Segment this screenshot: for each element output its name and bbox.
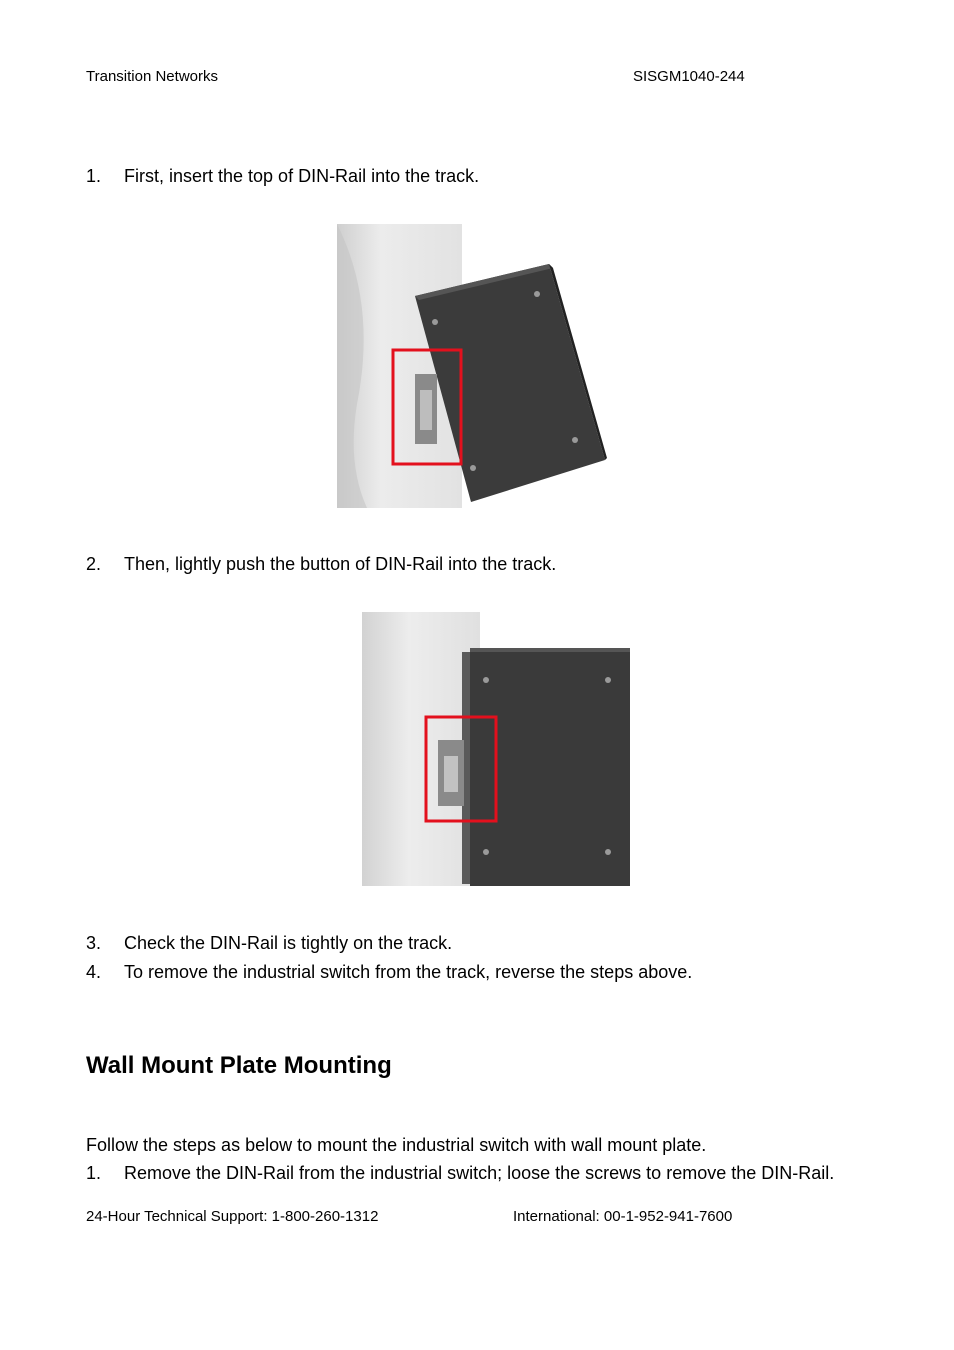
step-text: To remove the industrial switch from the track, reverse the steps above.: [124, 962, 693, 982]
step-4: [86, 962, 692, 983]
step-text: First, insert the top of DIN-Rail into the track.: [124, 166, 480, 186]
header-model: SISGM1040-244: [633, 68, 745, 85]
wall-step-1: [86, 1163, 834, 1184]
step-number: 4.: [86, 962, 102, 982]
section-title: Wall Mount Plate Mounting: [86, 1052, 392, 1079]
section-intro: Follow the steps as below to mount the industrial switch with wall mount plate.: [86, 1135, 707, 1155]
step-text: Check the DIN-Rail is tightly on the track.: [124, 933, 453, 953]
step-1: [86, 166, 479, 187]
step-number: 1.: [86, 166, 102, 186]
step-2: [86, 554, 556, 575]
din-rail-push-photo: [362, 612, 632, 886]
step-number: 1.: [86, 1163, 102, 1183]
step-3: [86, 933, 452, 954]
header-company: Transition Networks: [86, 68, 218, 85]
step-number: 2.: [86, 554, 102, 574]
footer-support: 24-Hour Technical Support: 1-800-260-1312: [86, 1208, 379, 1225]
step-number: 3.: [86, 933, 102, 953]
step-text: Remove the DIN-Rail from the industrial switch; loose the screws to remove the DIN-Rail.: [124, 1163, 835, 1183]
din-rail-insert-photo: [337, 224, 667, 508]
step-text: Then, lightly push the button of DIN-Rail into the track.: [124, 554, 557, 574]
footer-international: International: 00-1-952-941-7600: [513, 1208, 733, 1225]
